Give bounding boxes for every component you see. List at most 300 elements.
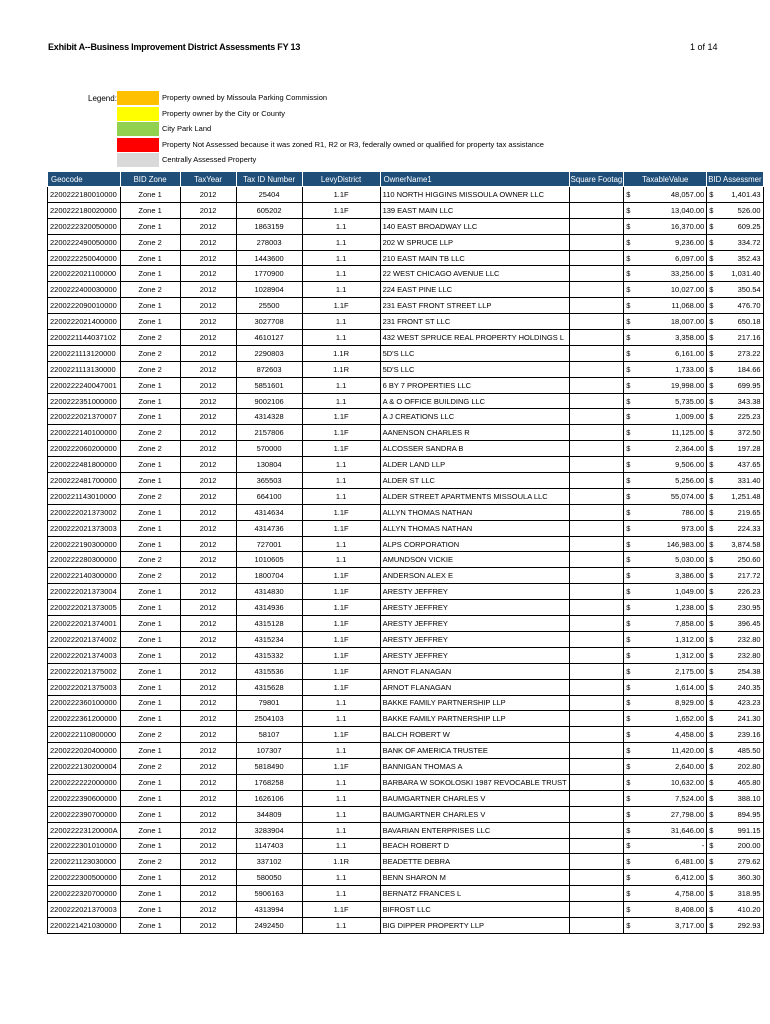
bid-zone-cell: Zone 1 bbox=[120, 536, 180, 552]
tax-year-cell: 2012 bbox=[180, 917, 236, 933]
bid-zone-cell: Zone 1 bbox=[120, 600, 180, 616]
tax-id-cell: 130804 bbox=[236, 457, 302, 473]
levy-district-cell: 1.1F bbox=[302, 568, 380, 584]
taxable-value-cell: 1,312.00 bbox=[634, 631, 707, 647]
taxable-value-cell: 9,506.00 bbox=[634, 457, 707, 473]
table-header-row bbox=[48, 172, 764, 187]
currency-symbol: $ bbox=[707, 234, 718, 250]
bid-assessment-cell: 699.95 bbox=[718, 377, 763, 393]
table-row bbox=[48, 330, 764, 346]
bid-assessment-cell: 219.65 bbox=[718, 504, 763, 520]
currency-symbol: $ bbox=[707, 425, 718, 441]
currency-symbol: $ bbox=[707, 727, 718, 743]
tax-year-cell: 2012 bbox=[180, 743, 236, 759]
table-row bbox=[48, 568, 764, 584]
bid-assessment-cell: 334.72 bbox=[718, 234, 763, 250]
legend-swatch bbox=[117, 138, 159, 152]
geocode-cell: 2200222280300000 bbox=[48, 552, 121, 568]
geocode-cell: 2200222481800000 bbox=[48, 457, 121, 473]
table-row bbox=[48, 457, 764, 473]
square-footage-cell bbox=[569, 441, 624, 457]
owner-name-cell: BALCH ROBERT W bbox=[380, 727, 569, 743]
owner-name-cell: BIFROST LLC bbox=[380, 902, 569, 918]
table-row bbox=[48, 282, 764, 298]
taxable-value-cell: 1,049.00 bbox=[634, 584, 707, 600]
tax-id-cell: 1147403 bbox=[236, 838, 302, 854]
col-taxable-value: TaxableValue bbox=[624, 172, 707, 187]
levy-district-cell: 1.1F bbox=[302, 759, 380, 775]
bid-zone-cell: Zone 1 bbox=[120, 218, 180, 234]
bid-zone-cell: Zone 1 bbox=[120, 647, 180, 663]
currency-symbol: $ bbox=[707, 202, 718, 218]
geocode-cell: 2200222180020000 bbox=[48, 202, 121, 218]
currency-symbol: $ bbox=[624, 743, 634, 759]
currency-symbol: $ bbox=[707, 377, 718, 393]
tax-year-cell: 2012 bbox=[180, 409, 236, 425]
owner-name-cell: A J CREATIONS LLC bbox=[380, 409, 569, 425]
geocode-cell: 2200222140300000 bbox=[48, 568, 121, 584]
tax-year-cell: 2012 bbox=[180, 774, 236, 790]
owner-name-cell: BEACH ROBERT D bbox=[380, 838, 569, 854]
bid-assessment-cell: 352.43 bbox=[718, 250, 763, 266]
table-row bbox=[48, 266, 764, 282]
tax-year-cell: 2012 bbox=[180, 361, 236, 377]
table-row bbox=[48, 838, 764, 854]
geocode-cell: 2200222180010000 bbox=[48, 187, 121, 203]
currency-symbol: $ bbox=[624, 616, 634, 632]
owner-name-cell: ARESTY JEFFREY bbox=[380, 616, 569, 632]
table-row bbox=[48, 774, 764, 790]
owner-name-cell: BENN SHARON M bbox=[380, 870, 569, 886]
owner-name-cell: BAUMGARTNER CHARLES V bbox=[380, 790, 569, 806]
currency-symbol: $ bbox=[707, 870, 718, 886]
tax-year-cell: 2012 bbox=[180, 536, 236, 552]
levy-district-cell: 1.1 bbox=[302, 838, 380, 854]
currency-symbol: $ bbox=[707, 663, 718, 679]
col-bid-assessment: BID Assessmer bbox=[707, 172, 763, 187]
owner-name-cell: BAUMGARTNER CHARLES V bbox=[380, 806, 569, 822]
currency-symbol: $ bbox=[624, 838, 634, 854]
taxable-value-cell: 2,364.00 bbox=[634, 441, 707, 457]
tax-id-cell: 4314936 bbox=[236, 600, 302, 616]
levy-district-cell: 1.1F bbox=[302, 298, 380, 314]
table-row bbox=[48, 187, 764, 203]
owner-name-cell: 110 NORTH HIGGINS MISSOULA OWNER LLC bbox=[380, 187, 569, 203]
bid-assessment-cell: 609.25 bbox=[718, 218, 763, 234]
geocode-cell: 2200221113120000 bbox=[48, 345, 121, 361]
col-tax-id: Tax ID Number bbox=[236, 172, 302, 187]
taxable-value-cell: 5,735.00 bbox=[634, 393, 707, 409]
currency-symbol: $ bbox=[624, 330, 634, 346]
square-footage-cell bbox=[569, 886, 624, 902]
tax-year-cell: 2012 bbox=[180, 504, 236, 520]
taxable-value-cell: 8,929.00 bbox=[634, 695, 707, 711]
levy-district-cell: 1.1F bbox=[302, 902, 380, 918]
bid-zone-cell: Zone 1 bbox=[120, 473, 180, 489]
geocode-cell: 2200222110800000 bbox=[48, 727, 121, 743]
currency-symbol: $ bbox=[624, 266, 634, 282]
levy-district-cell: 1.1F bbox=[302, 647, 380, 663]
currency-symbol: $ bbox=[707, 838, 718, 854]
currency-symbol: $ bbox=[707, 552, 718, 568]
geocode-cell: 2200222400030000 bbox=[48, 282, 121, 298]
owner-name-cell: ALPS CORPORATION bbox=[380, 536, 569, 552]
levy-district-cell: 1.1 bbox=[302, 695, 380, 711]
taxable-value-cell: 1,652.00 bbox=[634, 711, 707, 727]
tax-year-cell: 2012 bbox=[180, 425, 236, 441]
levy-district-cell: 1.1F bbox=[302, 584, 380, 600]
tax-year-cell: 2012 bbox=[180, 631, 236, 647]
levy-district-cell: 1.1F bbox=[302, 616, 380, 632]
currency-symbol: $ bbox=[624, 282, 634, 298]
currency-symbol: $ bbox=[707, 473, 718, 489]
square-footage-cell bbox=[569, 520, 624, 536]
currency-symbol: $ bbox=[624, 314, 634, 330]
table-row bbox=[48, 552, 764, 568]
currency-symbol: $ bbox=[624, 409, 634, 425]
bid-zone-cell: Zone 1 bbox=[120, 902, 180, 918]
table-row bbox=[48, 345, 764, 361]
bid-zone-cell: Zone 1 bbox=[120, 266, 180, 282]
owner-name-cell: ALDER STREET APARTMENTS MISSOULA LLC bbox=[380, 488, 569, 504]
bid-assessment-cell: 526.00 bbox=[718, 202, 763, 218]
assessment-table bbox=[47, 171, 764, 934]
geocode-cell: 2200222020400000 bbox=[48, 743, 121, 759]
square-footage-cell bbox=[569, 552, 624, 568]
square-footage-cell bbox=[569, 536, 624, 552]
levy-district-cell: 1.1 bbox=[302, 330, 380, 346]
bid-zone-cell: Zone 2 bbox=[120, 727, 180, 743]
levy-district-cell: 1.1F bbox=[302, 202, 380, 218]
square-footage-cell bbox=[569, 361, 624, 377]
geocode-cell: 2200222090010000 bbox=[48, 298, 121, 314]
tax-id-cell: 1863159 bbox=[236, 218, 302, 234]
tax-id-cell: 872603 bbox=[236, 361, 302, 377]
bid-zone-cell: Zone 1 bbox=[120, 822, 180, 838]
table-row bbox=[48, 536, 764, 552]
tax-year-cell: 2012 bbox=[180, 187, 236, 203]
owner-name-cell: 139 EAST MAIN LLC bbox=[380, 202, 569, 218]
geocode-cell: 2200221113130000 bbox=[48, 361, 121, 377]
square-footage-cell bbox=[569, 647, 624, 663]
bid-assessment-cell: 202.80 bbox=[718, 759, 763, 775]
tax-id-cell: 4314634 bbox=[236, 504, 302, 520]
geocode-cell: 2200222021374002 bbox=[48, 631, 121, 647]
tax-year-cell: 2012 bbox=[180, 759, 236, 775]
table-row bbox=[48, 854, 764, 870]
taxable-value-cell: 973.00 bbox=[634, 520, 707, 536]
col-geocode: Geocode bbox=[48, 172, 121, 187]
levy-district-cell: 1.1 bbox=[302, 822, 380, 838]
square-footage-cell bbox=[569, 870, 624, 886]
table-row bbox=[48, 314, 764, 330]
square-footage-cell bbox=[569, 504, 624, 520]
currency-symbol: $ bbox=[707, 345, 718, 361]
taxable-value-cell: 33,256.00 bbox=[634, 266, 707, 282]
table-row bbox=[48, 409, 764, 425]
square-footage-cell bbox=[569, 409, 624, 425]
taxable-value-cell: 6,412.00 bbox=[634, 870, 707, 886]
bid-zone-cell: Zone 1 bbox=[120, 393, 180, 409]
tax-id-cell: 4610127 bbox=[236, 330, 302, 346]
currency-symbol: $ bbox=[624, 536, 634, 552]
owner-name-cell: 140 EAST BROADWAY LLC bbox=[380, 218, 569, 234]
bid-assessment-cell: 217.72 bbox=[718, 568, 763, 584]
geocode-cell: 2200222360100000 bbox=[48, 695, 121, 711]
owner-name-cell: AANENSON CHARLES R bbox=[380, 425, 569, 441]
table-row bbox=[48, 695, 764, 711]
owner-name-cell: ALCOSSER SANDRA B bbox=[380, 441, 569, 457]
currency-symbol: $ bbox=[624, 218, 634, 234]
currency-symbol: $ bbox=[707, 504, 718, 520]
geocode-cell: 2200222390600000 bbox=[48, 790, 121, 806]
geocode-cell: 2200222060200000 bbox=[48, 441, 121, 457]
owner-name-cell: A & O OFFICE BUILDING LLC bbox=[380, 393, 569, 409]
geocode-cell: 2200222021373002 bbox=[48, 504, 121, 520]
square-footage-cell bbox=[569, 330, 624, 346]
tax-id-cell: 4314830 bbox=[236, 584, 302, 600]
tax-id-cell: 4314736 bbox=[236, 520, 302, 536]
currency-symbol: $ bbox=[707, 441, 718, 457]
currency-symbol: $ bbox=[624, 679, 634, 695]
taxable-value-cell: 1,312.00 bbox=[634, 647, 707, 663]
currency-symbol: $ bbox=[707, 647, 718, 663]
taxable-value-cell: 1,614.00 bbox=[634, 679, 707, 695]
geocode-cell: 2200221123030000 bbox=[48, 854, 121, 870]
owner-name-cell: ARESTY JEFFREY bbox=[380, 584, 569, 600]
currency-symbol: $ bbox=[624, 902, 634, 918]
bid-zone-cell: Zone 1 bbox=[120, 584, 180, 600]
table-row bbox=[48, 377, 764, 393]
legend-text: Property owner by the City or County bbox=[162, 108, 285, 118]
bid-zone-cell: Zone 1 bbox=[120, 631, 180, 647]
owner-name-cell: 210 EAST MAIN TB LLC bbox=[380, 250, 569, 266]
tax-id-cell: 5818490 bbox=[236, 759, 302, 775]
bid-assessment-cell: 476.70 bbox=[718, 298, 763, 314]
levy-district-cell: 1.1R bbox=[302, 345, 380, 361]
bid-zone-cell: Zone 1 bbox=[120, 250, 180, 266]
bid-zone-cell: Zone 2 bbox=[120, 552, 180, 568]
geocode-cell: 2200222021370003 bbox=[48, 902, 121, 918]
bid-assessment-cell: 485.50 bbox=[718, 743, 763, 759]
taxable-value-cell: 31,646.00 bbox=[634, 822, 707, 838]
owner-name-cell: ANDERSON ALEX E bbox=[380, 568, 569, 584]
taxable-value-cell: 1,009.00 bbox=[634, 409, 707, 425]
levy-district-cell: 1.1 bbox=[302, 536, 380, 552]
table-row bbox=[48, 202, 764, 218]
currency-symbol: $ bbox=[624, 393, 634, 409]
square-footage-cell bbox=[569, 711, 624, 727]
bid-zone-cell: Zone 2 bbox=[120, 488, 180, 504]
taxable-value-cell: 19,998.00 bbox=[634, 377, 707, 393]
taxable-value-cell: 3,386.00 bbox=[634, 568, 707, 584]
tax-id-cell: 4315128 bbox=[236, 616, 302, 632]
square-footage-cell bbox=[569, 759, 624, 775]
geocode-cell: 2200222301010000 bbox=[48, 838, 121, 854]
owner-name-cell: ARNOT FLANAGAN bbox=[380, 679, 569, 695]
table-row bbox=[48, 250, 764, 266]
bid-assessment-cell: 250.60 bbox=[718, 552, 763, 568]
geocode-cell: 2200222021370007 bbox=[48, 409, 121, 425]
owner-name-cell: 432 WEST SPRUCE REAL PROPERTY HOLDINGS L bbox=[380, 330, 569, 346]
currency-symbol: $ bbox=[624, 854, 634, 870]
currency-symbol: $ bbox=[624, 727, 634, 743]
levy-district-cell: 1.1 bbox=[302, 552, 380, 568]
legend-text: Property owned by Missoula Parking Commission bbox=[162, 93, 328, 102]
owner-name-cell: BANK OF AMERICA TRUSTEE bbox=[380, 743, 569, 759]
taxable-value-cell: 16,370.00 bbox=[634, 218, 707, 234]
currency-symbol: $ bbox=[624, 441, 634, 457]
bid-zone-cell: Zone 1 bbox=[120, 679, 180, 695]
tax-year-cell: 2012 bbox=[180, 886, 236, 902]
bid-assessment-cell: 254.38 bbox=[718, 663, 763, 679]
currency-symbol: $ bbox=[707, 886, 718, 902]
bid-assessment-cell: 465.80 bbox=[718, 774, 763, 790]
tax-id-cell: 1770900 bbox=[236, 266, 302, 282]
currency-symbol: $ bbox=[707, 457, 718, 473]
tax-id-cell: 4315628 bbox=[236, 679, 302, 695]
square-footage-cell bbox=[569, 584, 624, 600]
square-footage-cell bbox=[569, 218, 624, 234]
currency-symbol: $ bbox=[624, 425, 634, 441]
currency-symbol: $ bbox=[707, 584, 718, 600]
bid-zone-cell: Zone 1 bbox=[120, 806, 180, 822]
geocode-cell: 2200221144037102 bbox=[48, 330, 121, 346]
currency-symbol: $ bbox=[624, 695, 634, 711]
currency-symbol: $ bbox=[624, 631, 634, 647]
bid-assessment-cell: 410.20 bbox=[718, 902, 763, 918]
geocode-cell: 2200222490050000 bbox=[48, 234, 121, 250]
geocode-cell: 2200222021373005 bbox=[48, 600, 121, 616]
tax-id-cell: 2290803 bbox=[236, 345, 302, 361]
square-footage-cell bbox=[569, 202, 624, 218]
bid-assessment-cell: 184.66 bbox=[718, 361, 763, 377]
tax-id-cell: 3027708 bbox=[236, 314, 302, 330]
owner-name-cell: BARBARA W SOKOLOSKI 1987 REVOCABLE TRUST bbox=[380, 774, 569, 790]
currency-symbol: $ bbox=[707, 822, 718, 838]
square-footage-cell bbox=[569, 663, 624, 679]
levy-district-cell: 1.1 bbox=[302, 314, 380, 330]
tax-year-cell: 2012 bbox=[180, 250, 236, 266]
taxable-value-cell: 48,057.00 bbox=[634, 187, 707, 203]
bid-zone-cell: Zone 2 bbox=[120, 759, 180, 775]
bid-zone-cell: Zone 1 bbox=[120, 504, 180, 520]
bid-assessment-cell: 331.40 bbox=[718, 473, 763, 489]
currency-symbol: $ bbox=[707, 409, 718, 425]
currency-symbol: $ bbox=[707, 917, 718, 933]
legend-label: Legend: bbox=[88, 94, 117, 103]
table-row bbox=[48, 743, 764, 759]
bid-assessment-cell: 230.95 bbox=[718, 600, 763, 616]
currency-symbol: $ bbox=[707, 711, 718, 727]
currency-symbol: $ bbox=[707, 330, 718, 346]
currency-symbol: $ bbox=[624, 600, 634, 616]
owner-name-cell: 231 FRONT ST LLC bbox=[380, 314, 569, 330]
currency-symbol: $ bbox=[707, 695, 718, 711]
bid-assessment-cell: 240.35 bbox=[718, 679, 763, 695]
tax-year-cell: 2012 bbox=[180, 314, 236, 330]
currency-symbol: $ bbox=[624, 234, 634, 250]
tax-year-cell: 2012 bbox=[180, 647, 236, 663]
table-row bbox=[48, 822, 764, 838]
currency-symbol: $ bbox=[707, 266, 718, 282]
tax-year-cell: 2012 bbox=[180, 345, 236, 361]
geocode-cell: 2200222130200004 bbox=[48, 759, 121, 775]
owner-name-cell: BIG DIPPER PROPERTY LLP bbox=[380, 917, 569, 933]
taxable-value-cell: 7,858.00 bbox=[634, 616, 707, 632]
legend-swatch bbox=[117, 153, 159, 167]
geocode-cell: 2200222351000000 bbox=[48, 393, 121, 409]
tax-year-cell: 2012 bbox=[180, 600, 236, 616]
tax-id-cell: 5906163 bbox=[236, 886, 302, 902]
owner-name-cell: BERNATZ FRANCES L bbox=[380, 886, 569, 902]
tax-year-cell: 2012 bbox=[180, 870, 236, 886]
legend-item bbox=[117, 91, 537, 105]
levy-district-cell: 1.1F bbox=[302, 663, 380, 679]
levy-district-cell: 1.1 bbox=[302, 250, 380, 266]
geocode-cell: 2200222300500000 bbox=[48, 870, 121, 886]
geocode-cell: 2200222481700000 bbox=[48, 473, 121, 489]
levy-district-cell: 1.1F bbox=[302, 520, 380, 536]
currency-symbol: $ bbox=[707, 806, 718, 822]
table-row bbox=[48, 902, 764, 918]
tax-year-cell: 2012 bbox=[180, 552, 236, 568]
levy-district-cell: 1.1F bbox=[302, 679, 380, 695]
table-row bbox=[48, 631, 764, 647]
currency-symbol: $ bbox=[624, 822, 634, 838]
square-footage-cell bbox=[569, 250, 624, 266]
legend-swatch bbox=[117, 91, 159, 105]
square-footage-cell bbox=[569, 902, 624, 918]
table-row bbox=[48, 616, 764, 632]
table-row bbox=[48, 600, 764, 616]
tax-year-cell: 2012 bbox=[180, 854, 236, 870]
owner-name-cell: 22 WEST CHICAGO AVENUE LLC bbox=[380, 266, 569, 282]
currency-symbol: $ bbox=[707, 568, 718, 584]
square-footage-cell bbox=[569, 488, 624, 504]
table-row bbox=[48, 298, 764, 314]
bid-zone-cell: Zone 1 bbox=[120, 774, 180, 790]
levy-district-cell: 1.1 bbox=[302, 393, 380, 409]
square-footage-cell bbox=[569, 854, 624, 870]
bid-zone-cell: Zone 1 bbox=[120, 917, 180, 933]
bid-assessment-cell: 1,031.40 bbox=[718, 266, 763, 282]
bid-assessment-cell: 279.62 bbox=[718, 854, 763, 870]
square-footage-cell bbox=[569, 377, 624, 393]
tax-id-cell: 1800704 bbox=[236, 568, 302, 584]
table-row bbox=[48, 917, 764, 933]
geocode-cell: 2200222021400000 bbox=[48, 314, 121, 330]
bid-assessment-cell: 232.80 bbox=[718, 647, 763, 663]
taxable-value-cell: 2,640.00 bbox=[634, 759, 707, 775]
square-footage-cell bbox=[569, 282, 624, 298]
tax-id-cell: 25404 bbox=[236, 187, 302, 203]
currency-symbol: $ bbox=[624, 504, 634, 520]
taxable-value-cell: 8,408.00 bbox=[634, 902, 707, 918]
taxable-value-cell: 146,983.00 bbox=[634, 536, 707, 552]
currency-symbol: $ bbox=[624, 806, 634, 822]
currency-symbol: $ bbox=[624, 488, 634, 504]
table-row bbox=[48, 441, 764, 457]
taxable-value-cell: 18,007.00 bbox=[634, 314, 707, 330]
bid-zone-cell: Zone 1 bbox=[120, 616, 180, 632]
taxable-value-cell: 13,040.00 bbox=[634, 202, 707, 218]
geocode-cell: 2200222320700000 bbox=[48, 886, 121, 902]
levy-district-cell: 1.1 bbox=[302, 457, 380, 473]
tax-id-cell: 79801 bbox=[236, 695, 302, 711]
bid-zone-cell: Zone 2 bbox=[120, 425, 180, 441]
currency-symbol: $ bbox=[707, 218, 718, 234]
